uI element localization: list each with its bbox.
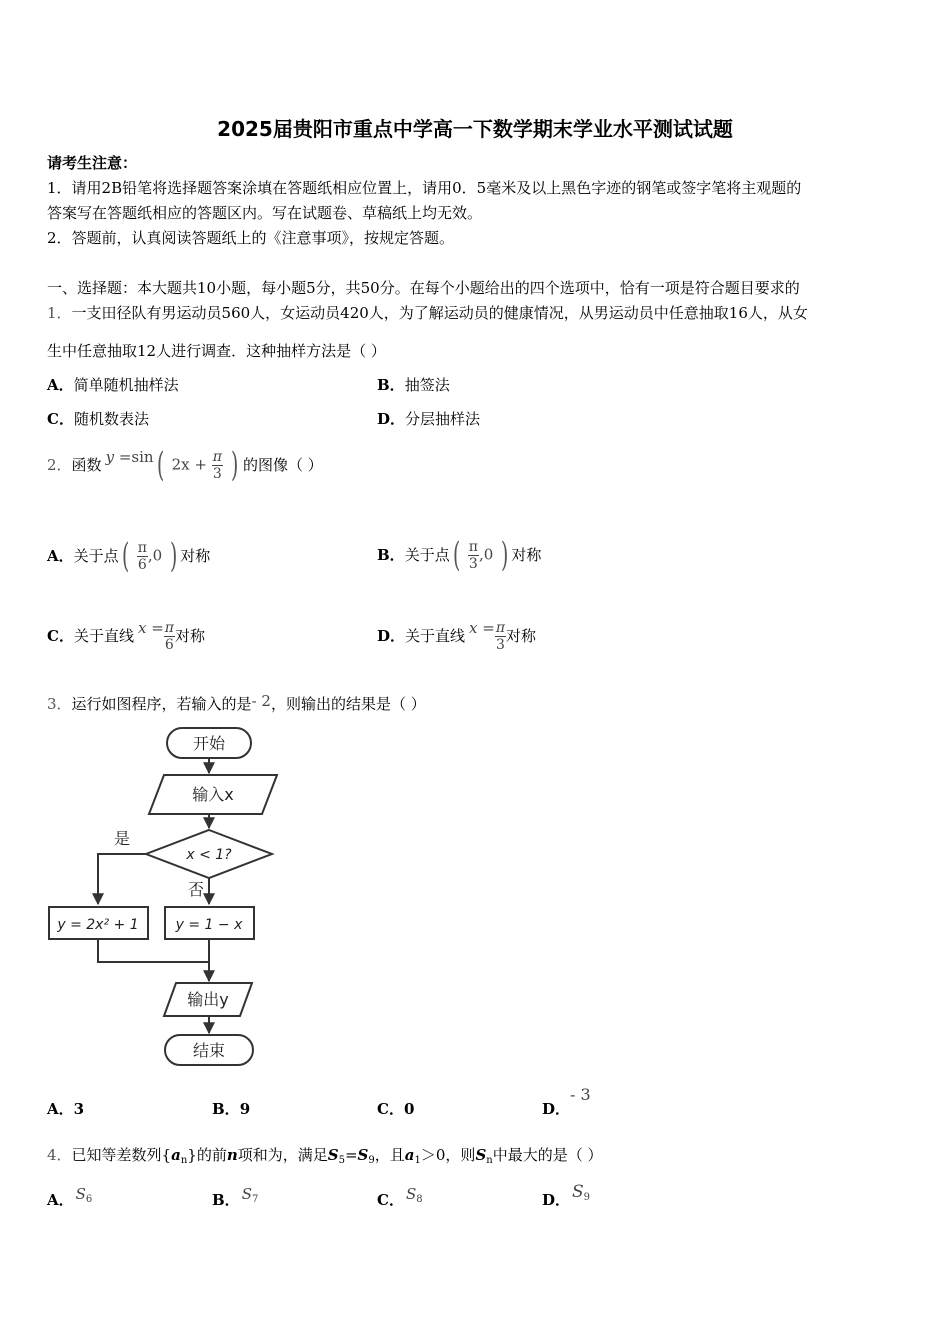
q4-a1-sub: 1 [414, 1155, 421, 1166]
q2-formula-lhs [106, 447, 154, 467]
q3-option-b[interactable] [212, 1099, 250, 1119]
q4-option-c-sub: 8 [416, 1194, 423, 1205]
page-title: 2025届贵阳市重点中学高一下数学期末学业水平测试试题 [217, 117, 733, 141]
q4-a: a [171, 1146, 181, 1164]
q1-option-d-text: 分层抽样法 [405, 410, 481, 428]
q3-option-a-text: 3 [73, 1100, 85, 1118]
q2-option-a-math [119, 536, 181, 576]
question-1 [47, 303, 808, 323]
q2-pi: π [212, 448, 222, 465]
q2-option-d-lhs: x = [469, 619, 495, 637]
q2-option-c[interactable] [47, 612, 205, 660]
q1-option-c[interactable] [47, 409, 149, 429]
q2-option-b-num: π [468, 538, 478, 555]
q4-option-c-math [406, 1185, 423, 1203]
q4-option-c[interactable] [377, 1185, 423, 1216]
q4-n: n [226, 1146, 238, 1164]
question-3-post: ，则输出的结果是（ ） [270, 695, 426, 713]
question-1-number: 1． [47, 304, 72, 322]
q4-s9: S [357, 1146, 369, 1164]
q4-text-3: 项和为，满足 [237, 1146, 328, 1164]
q2-option-d[interactable] [377, 612, 536, 660]
question-1-line-1: 一支田径队有男运动员560人，女运动员420人，为了解运动员的健康情况，从男运动员中任意抽取16人，从女 [71, 304, 808, 322]
q4-eq: = [344, 1146, 358, 1164]
q1-option-b[interactable] [377, 375, 450, 395]
q2-option-c-num: π [164, 619, 174, 636]
q3-option-d[interactable] [542, 1085, 591, 1119]
q2-option-a[interactable] [47, 528, 210, 584]
q4-sn-sub: n [486, 1155, 493, 1166]
question-3 [47, 694, 426, 714]
flowchart [40, 720, 290, 1075]
q3-option-a-letter: A． [47, 1100, 74, 1118]
q2-option-b-rest: ,0 [478, 545, 494, 563]
q4-option-d-sub: 9 [583, 1192, 591, 1203]
q2-option-c-den: 6 [164, 636, 174, 653]
q2-arg: 2x [171, 455, 190, 473]
q4-s5-sub: 5 [338, 1155, 345, 1166]
q3-option-b-letter: B． [212, 1100, 240, 1118]
q2-option-c-post: 对称 [174, 627, 205, 645]
q2-option-b-lparen: ( [452, 535, 460, 575]
q4-option-b-sub: 7 [251, 1194, 259, 1205]
notice-line-3: 2．答题前，认真阅读答题纸上的《注意事项》，按规定答题。 [47, 229, 455, 247]
q2-option-a-rparen: ) [169, 536, 178, 576]
notice-line-1: 1．请用2B铅笔将选择题答案涂填在答题纸相应位置上，请用0．5毫米及以上黑色字迹的钢笔或签字笔将主观题的 [47, 179, 802, 197]
q2-option-b-den: 3 [468, 555, 478, 572]
q2-option-a-den: 6 [137, 556, 147, 573]
q3-option-c[interactable] [377, 1099, 414, 1119]
question-3-pre: 运行如图程序，若输入的是 [71, 695, 252, 713]
q4-s9-sub: 9 [368, 1155, 375, 1166]
q2-option-b[interactable] [377, 525, 541, 585]
q1-option-a[interactable] [47, 375, 179, 395]
q4-option-a-s: S [75, 1185, 86, 1203]
question-2-post: 的图像（ ） [243, 456, 323, 474]
q4-option-b-s: S [241, 1185, 252, 1203]
q2-option-a-pre: 关于点 [73, 547, 119, 565]
q4-option-a[interactable] [47, 1185, 93, 1216]
q2-option-a-post: 对称 [180, 547, 211, 565]
q3-option-d-text: - 3 [570, 1085, 591, 1104]
q4-a-sub: n [180, 1155, 188, 1166]
q2-option-b-math [450, 535, 512, 575]
question-3-number: 3． [47, 695, 72, 713]
q4-text-5: ＞0，则 [420, 1146, 476, 1164]
q2-formula-arg [154, 445, 241, 485]
q2-option-c-letter: C． [47, 627, 74, 645]
q2-option-b-post: 对称 [511, 546, 542, 564]
q4-option-d[interactable] [542, 1182, 591, 1216]
flow-start-label: 开始 [192, 734, 226, 753]
q2-option-c-pre: 关于直线 [73, 627, 134, 645]
q1-option-d-letter: D． [377, 410, 406, 428]
q4-option-a-letter: A． [47, 1191, 74, 1209]
flow-input-label: 输入x [192, 785, 234, 804]
q2-right-paren: ) [230, 445, 239, 485]
q2-equals: = [118, 448, 132, 466]
q4-option-d-letter: D． [542, 1191, 571, 1209]
q4-option-d-math [572, 1182, 590, 1202]
notice-line-2: 答案写在答题纸相应的答题区内。写在试题卷、草稿纸上均无效。 [47, 204, 483, 222]
q2-plus: + [194, 455, 207, 473]
q2-option-d-pre: 关于直线 [405, 627, 466, 645]
q4-option-b-letter: B． [212, 1191, 240, 1209]
question-1-line-2: 生中任意抽取12人进行调查．这种抽样方法是（ ） [47, 342, 386, 360]
q1-option-a-text: 简单随机抽样法 [73, 376, 179, 394]
q2-option-d-num: π [495, 619, 506, 636]
flow-output-label: 输出y [187, 990, 229, 1009]
q4-text-4: ，且 [374, 1146, 405, 1164]
q3-option-d-letter: D． [542, 1100, 571, 1118]
flow-merge-line [98, 939, 209, 962]
q1-option-b-text: 抽签法 [404, 376, 450, 394]
q2-option-c-fraction [164, 620, 175, 653]
flow-condition-label: x < 1? [186, 847, 232, 863]
q1-option-b-letter: B． [377, 376, 405, 394]
q4-text-6: 中最大的是（ ） [492, 1146, 603, 1164]
q2-option-a-letter: A． [47, 547, 74, 565]
q2-option-d-letter: D． [377, 627, 406, 645]
q2-option-a-num: π [137, 539, 147, 556]
q2-option-d-post: 对称 [506, 627, 537, 645]
q4-s5: S [327, 1146, 339, 1164]
q1-option-d[interactable] [377, 409, 480, 429]
q4-option-c-letter: C． [377, 1191, 404, 1209]
q3-option-b-text: 9 [239, 1100, 251, 1118]
flow-yes-formula: y = 2x² + 1 [57, 917, 139, 933]
q2-option-a-rest: ,0 [147, 546, 163, 564]
flow-arrow-yes [98, 854, 146, 904]
q2-left-paren: ( [156, 445, 164, 485]
q2-option-d-den: 3 [495, 636, 505, 653]
q1-option-c-letter: C． [47, 410, 74, 428]
question-2 [47, 442, 323, 488]
q2-y: y [105, 448, 115, 466]
q2-option-b-fraction [468, 539, 479, 572]
q4-option-a-math [76, 1185, 93, 1203]
q4-a1: a [404, 1146, 415, 1164]
q2-option-a-lparen: ( [121, 536, 129, 576]
q1-option-c-text: 随机数表法 [73, 410, 149, 428]
q4-option-c-s: S [405, 1185, 417, 1203]
flow-end-label: 结束 [192, 1041, 226, 1060]
question-4 [47, 1145, 603, 1171]
q2-fraction [212, 449, 223, 482]
flow-no-label: 否 [187, 880, 205, 899]
q4-option-b-math [242, 1185, 259, 1203]
q2-sin: sin [131, 448, 154, 466]
q3-option-c-letter: C． [377, 1100, 404, 1118]
q4-text-2: }的前 [187, 1146, 227, 1164]
question-4-number: 4． [47, 1146, 72, 1164]
notice-heading: 请考生注意： [47, 154, 138, 172]
q2-option-a-fraction [137, 540, 148, 573]
q2-option-c-lhs: x = [137, 619, 164, 637]
flow-yes-label: 是 [113, 829, 131, 848]
q2-option-b-rparen: ) [501, 535, 509, 575]
q3-option-c-text: 0 [403, 1100, 415, 1118]
q1-option-a-letter: A． [47, 376, 74, 394]
question-2-pre: 函数 [71, 456, 102, 474]
q2-option-d-fraction [495, 620, 506, 653]
q2-three: 3 [212, 465, 222, 482]
q2-option-b-letter: B． [377, 546, 405, 564]
q4-sn: S [475, 1146, 487, 1164]
q2-option-b-pre: 关于点 [404, 546, 450, 564]
question-2-number: 2． [47, 456, 72, 474]
section-heading: 一、选择题：本大题共10小题，每小题5分，共50分。在每个小题给出的四个选项中，恰有一项是符合题目要求的 [47, 279, 800, 297]
q3-option-a[interactable] [47, 1099, 84, 1119]
q4-option-d-s: S [572, 1182, 584, 1202]
q4-text-1: 已知等差数列{ [71, 1146, 172, 1164]
q4-option-b[interactable] [212, 1185, 259, 1216]
q4-option-a-sub: 6 [85, 1194, 93, 1205]
question-3-input-value: - 2 [251, 692, 271, 710]
flow-no-formula: y = 1 − x [175, 917, 243, 933]
